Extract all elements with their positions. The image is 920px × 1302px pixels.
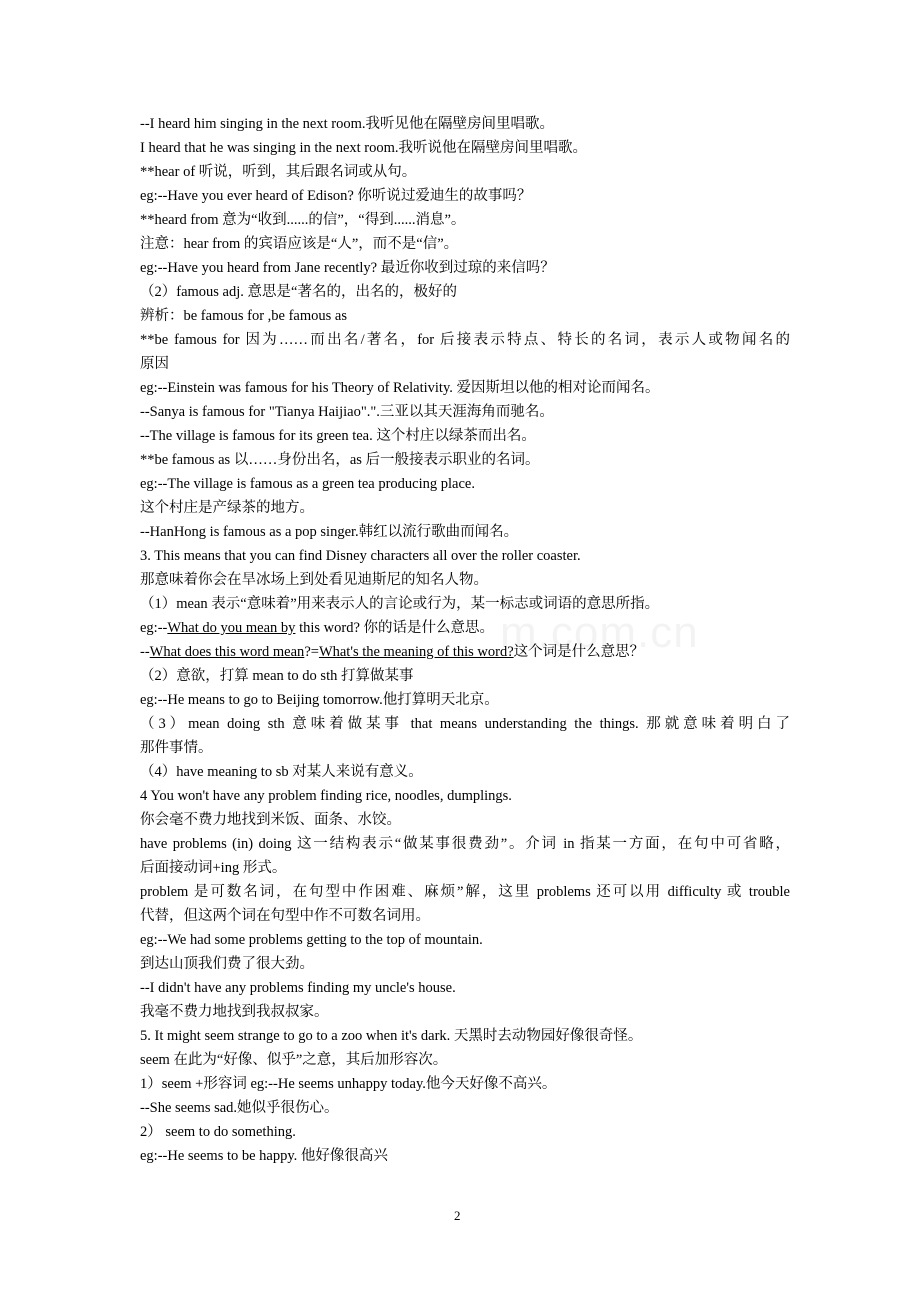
underlined-phrase: What do you mean by <box>167 620 296 636</box>
watermark-text <box>500 608 699 658</box>
text-line: 你会毫不费力地找到米饭、面条、水饺。 <box>140 812 401 828</box>
text-line: **be famous for 因为……而出名/著名，for 后接表示特点、特长的名词，表示人或物闻名的 <box>140 332 790 348</box>
text-line: 3. This means that you can find Disney characters all over the roller coaster. <box>140 548 581 564</box>
text-line: 到达山顶我们费了很大劲。 <box>140 956 314 972</box>
text-line: --What does this word mean?=What's the meaning of this word?这个词是什么意思？ <box>140 644 645 660</box>
text-line: 后面接动词+ing 形式。 <box>140 860 287 876</box>
text-line: （4）have meaning to sb 对某人来说有意义。 <box>140 764 423 780</box>
text-line: 那意味着你会在旱冰场上到处看见迪斯尼的知名人物。 <box>140 572 488 588</box>
text-line: 2） seem to do something. <box>140 1124 296 1140</box>
text-line: （3）mean doing sth 意味着做某事 that means understanding the things. 那就意味着明白了 <box>140 716 790 732</box>
text-line: 4 You won't have any problem finding rice, noodles, dumplings. <box>140 788 512 804</box>
text-line: 5. It might seem strange to go to a zoo when it's dark. 天黑时去动物园好像很奇怪。 <box>140 1028 643 1044</box>
underlined-phrase: What's the meaning of this word? <box>318 644 514 660</box>
text-line: 我毫不费力地找到我叔叔家。 <box>140 1004 329 1020</box>
text-line: （1）mean 表示“意味着”用来表示人的言论或行为，某一标志或词语的意思所指。 <box>140 596 660 612</box>
text-line: 代替，但这两个词在句型中作不可数名词用。 <box>140 908 430 924</box>
text-line: seem 在此为“好像、似乎”之意，其后加形容次。 <box>140 1052 448 1068</box>
text-line: --The village is famous for its green tea. 这个村庄以绿茶而出名。 <box>140 428 536 444</box>
text-line: eg:--He means to go to Beijing tomorrow.他打算明天北京。 <box>140 692 499 708</box>
text-line: **be famous as 以……身份出名，as 后一般接表示职业的名词。 <box>140 452 540 468</box>
text-line: eg:--We had some problems getting to the top of mountain. <box>140 932 483 948</box>
text-line: eg:--The village is famous as a green tea producing place. <box>140 476 475 492</box>
text-line: --I heard him singing in the next room.我听见他在隔壁房间里唱歌。 <box>140 116 555 132</box>
text-line: I heard that he was singing in the next room.我听说他在隔壁房间里唱歌。 <box>140 140 588 156</box>
text-line: 辨析：be famous for ,be famous as <box>140 308 347 324</box>
text-line: problem 是可数名词，在句型中作困难、麻烦”解，这里 problems 还可以用 difficulty 或 trouble <box>140 884 790 900</box>
text-line: --She seems sad.她似乎很伤心。 <box>140 1100 339 1116</box>
text-line: eg:--Einstein was famous for his Theory of Relativity. 爱因斯坦以他的相对论而闻名。 <box>140 380 660 396</box>
text-line: eg:--Have you ever heard of Edison? 你听说过爱迪生的故事吗？ <box>140 188 532 204</box>
text-line: **hear of 听说，听到，其后跟名词或从句。 <box>140 164 417 180</box>
text-line: 那件事情。 <box>140 740 213 756</box>
text-line: 原因 <box>140 356 169 372</box>
text-line: eg:--Have you heard from Jane recently? 最近你收到过琼的来信吗？ <box>140 260 555 276</box>
text-line: --Sanya is famous for "Tianya Haijiao".".三亚以其天涯海角而驰名。 <box>140 404 554 420</box>
text-line: --HanHong is famous as a pop singer.韩红以流行歌曲而闻名。 <box>140 524 519 540</box>
text-line: 注意：hear from 的宾语应该是“人”，而不是“信”。 <box>140 236 459 252</box>
text-line: （2）famous adj. 意思是“著名的，出名的，极好的 <box>140 284 457 300</box>
text-line: --I didn't have any problems finding my uncle's house. <box>140 980 456 996</box>
page-number: 2 <box>454 1208 461 1223</box>
text-line: 1）seem +形容词 eg:--He seems unhappy today.他今天好像不高兴。 <box>140 1076 557 1092</box>
text-line: have problems (in) doing 这一结构表示“做某事很费劲”。介词 in 指某一方面，在句中可省略， <box>140 836 790 852</box>
text-line: eg:--What do you mean by this word? 你的话是什么意思。 <box>140 620 494 636</box>
text-line: eg:--He seems to be happy. 他好像很高兴 <box>140 1148 388 1164</box>
text-line: **heard from 意为“收到......的信”，“得到......消息”。 <box>140 212 466 228</box>
text-line: （2）意欲，打算 mean to do sth 打算做某事 <box>140 668 414 684</box>
underlined-phrase: What does this word mean <box>149 644 305 660</box>
text-line: 这个村庄是产绿茶的地方。 <box>140 500 314 516</box>
